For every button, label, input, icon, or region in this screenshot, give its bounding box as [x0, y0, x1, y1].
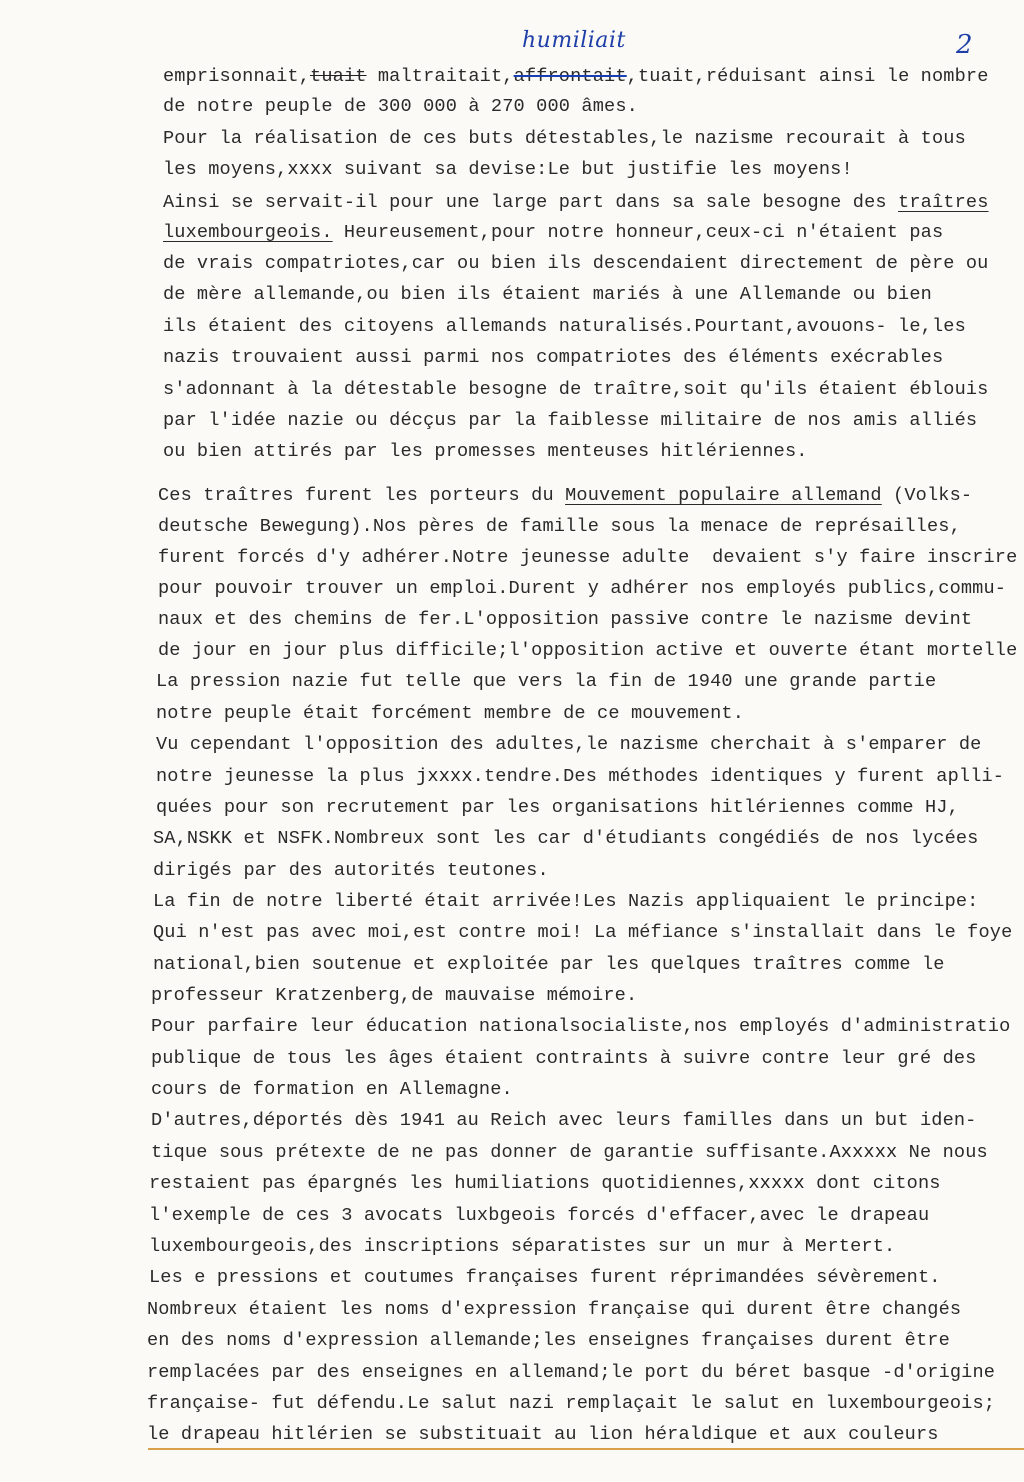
text-segment: tique sous prétexte de ne pas donner de garantie suffisante.	[151, 1142, 830, 1163]
text-segment: ils étaient des citoyens allemands naturalisés.Pourtant,avouons- le,les	[163, 316, 966, 337]
text-line	[156, 671, 936, 693]
text-line	[149, 1173, 941, 1195]
text-segment: Ces traîtres furent les porteurs du	[158, 485, 566, 506]
text-line	[163, 222, 943, 244]
text-line	[151, 1048, 977, 1070]
corrected-text: jxxxx	[416, 766, 473, 787]
text-line	[163, 347, 943, 369]
text-segment: Ne nous	[897, 1142, 988, 1163]
text-segment: quées pour son recrutement par les organisations hitlériennes comme HJ,	[156, 797, 959, 818]
text-segment: D'autres,déportés dès 1941 au Reich avec leurs familles dans un but iden-	[151, 1110, 977, 1131]
underlined-text: luxembourgeois.	[163, 222, 333, 243]
text-line	[149, 1236, 895, 1258]
text-line	[149, 1267, 941, 1289]
text-segment: ou bien attirés par les promesses menteuses hitlériennes.	[163, 441, 808, 462]
text-line	[151, 1110, 977, 1132]
text-segment: notre jeunesse la plus	[156, 766, 417, 787]
text-segment: dont citons	[804, 1173, 941, 1194]
text-segment: luxembourgeois,des inscriptions séparatistes sur un mur à Mertert.	[149, 1236, 896, 1257]
text-segment: Pour la réalisation de ces buts détestables,le nazisme recourait à tous	[163, 128, 966, 149]
page-edge-mark	[148, 1448, 1024, 1450]
text-line	[151, 1142, 988, 1164]
text-line	[163, 441, 808, 463]
text-line	[163, 66, 989, 88]
text-segment: nazis trouvaient aussi parmi nos compatriotes des éléments exécrables	[163, 347, 944, 368]
text-segment: Vu cependant l'opposition des adultes,le nazisme cherchait à s'emparer de	[156, 734, 982, 755]
text-line	[163, 192, 989, 214]
text-segment: le drapeau hitlérien se substituait au lion héraldique et aux couleurs	[147, 1424, 939, 1445]
text-line	[156, 734, 982, 756]
text-line	[163, 316, 966, 338]
text-line	[156, 766, 1004, 788]
text-line	[151, 1016, 1010, 1038]
text-line	[158, 578, 1006, 600]
underlined-text: traîtres	[898, 192, 989, 213]
text-line	[163, 253, 989, 275]
corrected-text: affrontait	[513, 66, 627, 87]
text-line	[153, 954, 945, 976]
text-segment: Ainsi se servait-il pour une large part dans sa sale besogne des	[163, 192, 899, 213]
text-segment: restaient pas épargnés les humiliations quotidiennes,	[149, 1173, 749, 1194]
text-segment: par l'idée nazie ou décçus par la faiblesse militaire de nos amis alliés	[163, 410, 978, 431]
text-line	[158, 547, 1017, 569]
text-segment: furent forcés d'y adhérer.Notre jeunesse adulte devaient s'y faire inscrire	[158, 547, 1018, 568]
text-segment: professeur Kratzenberg,de mauvaise mémoire.	[151, 985, 638, 1006]
corrected-text: tuait	[310, 66, 367, 87]
text-line	[158, 485, 972, 507]
text-segment: dirigés par des autorités teutones.	[153, 860, 549, 881]
text-segment: national,bien soutenue et exploitée par les quelques traîtres comme le	[153, 954, 945, 975]
text-line	[158, 640, 1017, 662]
underlined-text: Mouvement populaire allemand	[565, 485, 882, 506]
text-segment: pour pouvoir trouver un emploi.Durent y adhérer nos employés publics,commu-	[158, 578, 1007, 599]
text-segment: Nombreux étaient les noms d'expression française qui durent être changés	[147, 1299, 962, 1320]
text-segment: les moyens,	[163, 159, 288, 180]
text-line	[147, 1299, 961, 1321]
text-segment: .tendre.Des méthodes identiques y furent aplli-	[472, 766, 1005, 787]
text-segment: notre peuple était forcément membre de ce mouvement.	[156, 703, 745, 724]
text-segment: (Volks-	[881, 485, 973, 506]
corrected-text: xxxxx	[748, 1173, 805, 1194]
text-segment: maltraitait,	[366, 66, 514, 87]
text-line	[163, 284, 932, 306]
text-segment: en des noms d'expression allemande;les enseignes françaises durent être	[147, 1330, 950, 1351]
text-line	[158, 609, 972, 631]
text-segment: publique de tous les âges étaient contraints à suivre contre leur gré des	[151, 1048, 977, 1069]
text-segment: naux et des chemins de fer.L'opposition pass	[158, 609, 656, 630]
text-line	[149, 1205, 929, 1227]
text-line	[151, 985, 637, 1007]
text-segment: Heureusement,pour notre honneur,ceux-ci n'étaient pas	[332, 222, 944, 243]
corrected-text: Axxxxx	[829, 1142, 898, 1163]
handwritten-annotation: humiliait	[522, 28, 626, 53]
text-line	[163, 128, 966, 150]
text-line	[147, 1424, 939, 1446]
text-line	[147, 1362, 995, 1384]
text-segment: La pression nazie fut telle que vers la fin de 1940 une grande partie	[156, 671, 937, 692]
text-line	[163, 379, 989, 401]
text-segment: de vrais compatriotes,car ou bien ils descendaient directement de père ou	[163, 253, 989, 274]
text-segment: cours de formation en Allemagne.	[151, 1079, 513, 1100]
text-segment: Pour parfaire leur éducation nationalsocialiste,nos employés d'administratio	[151, 1016, 1011, 1037]
text-line	[151, 1079, 513, 1101]
text-line	[158, 516, 961, 538]
corrected-text: ive	[655, 609, 690, 630]
text-line	[147, 1393, 995, 1415]
corrected-text: xxxx	[287, 159, 333, 180]
text-line	[156, 703, 744, 725]
text-line	[153, 828, 979, 850]
text-segment: l'exemple de ces 3 avocats luxbgeois forcés d'effacer,avec le drapeau	[149, 1205, 930, 1226]
text-segment: de jour en jour plus difficile;l'opposition active et ouverte étant mortelle	[158, 640, 1018, 661]
text-line	[153, 922, 1012, 944]
text-segment: La fin de notre liberté était arrivée!Les Nazis appliquaient le principe:	[153, 891, 979, 912]
text-segment: ,tuait,réduisant ainsi le nombre	[626, 66, 989, 87]
text-segment: SA,NSKK et NSFK.Nombreux sont les car d'étudiants congédiés de nos lycées	[153, 828, 979, 849]
text-segment: contre le nazisme devint	[689, 609, 973, 630]
text-segment: française- fut défendu.Le salut nazi remplaçait le salut en luxembourgeois;	[147, 1393, 996, 1414]
text-line	[163, 96, 638, 118]
text-segment: de mère allemande,ou bien ils étaient mariés à une Allemande ou bien	[163, 284, 932, 305]
text-segment: de notre peuple de 300 000 à 270 000 âmes.	[163, 96, 638, 117]
text-line	[163, 159, 853, 181]
text-segment: Qui n'est pas avec moi,est contre moi! La méfiance s'installait dans le foye	[153, 922, 1013, 943]
text-line	[156, 797, 959, 819]
text-line	[153, 860, 549, 882]
text-segment: s'adonnant à la détestable besogne de traître,soit qu'ils étaient éblouis	[163, 379, 989, 400]
text-segment: emprisonnait,	[163, 66, 311, 87]
text-segment: deutsche Bewegung).Nos pères de famille sous la menace de représailles,	[158, 516, 961, 537]
text-segment: suivant sa devise:Le but justifie les moyens!	[332, 159, 853, 180]
text-segment: remplacées par des enseignes en allemand;le port du béret basque -d'origine	[147, 1362, 996, 1383]
handwritten-page-number: 2	[956, 30, 973, 60]
text-line	[163, 410, 977, 432]
text-line	[153, 891, 979, 913]
text-segment: Les e pressions et coutumes françaises furent réprimandées sévèrement.	[149, 1267, 941, 1288]
text-line	[147, 1330, 950, 1352]
